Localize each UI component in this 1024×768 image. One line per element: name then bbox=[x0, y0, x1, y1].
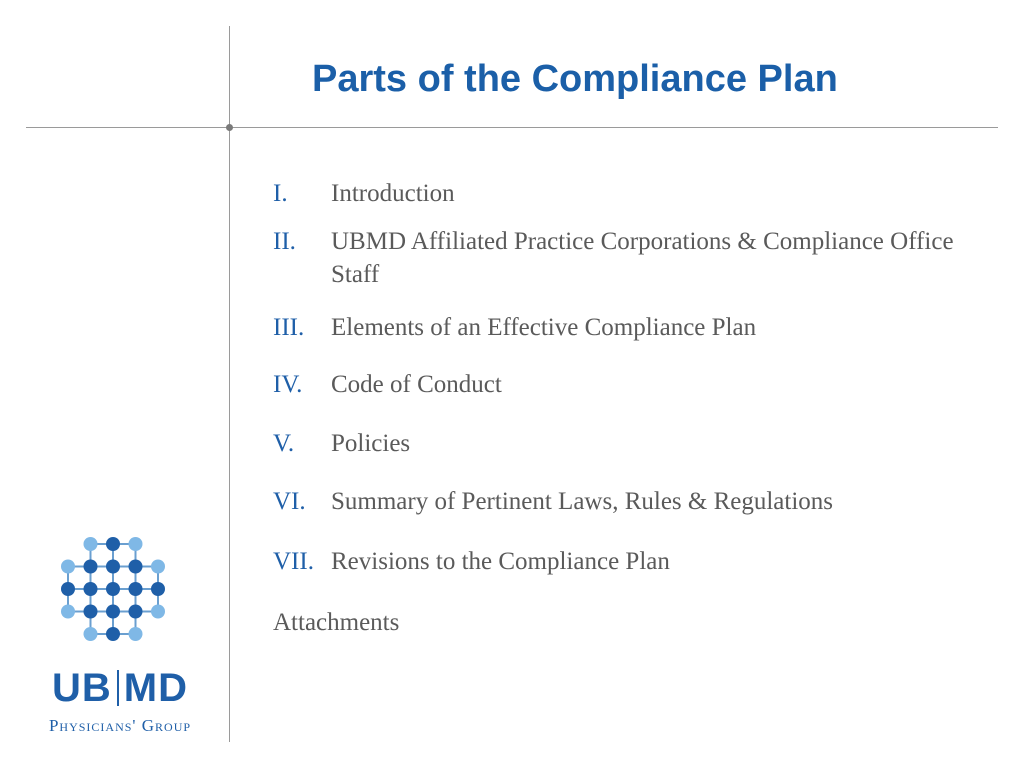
logo-wordmark bbox=[40, 666, 200, 710]
slide-title: Parts of the Compliance Plan bbox=[312, 58, 838, 100]
list-item-text: UBMD Affiliated Practice Corporations & Compliance Office Staff bbox=[331, 228, 954, 288]
logo-grid-dot bbox=[61, 605, 75, 619]
list-item-numeral: VII. bbox=[273, 548, 314, 575]
logo-grid-dot bbox=[84, 627, 98, 641]
dot-grid-logo-icon bbox=[30, 530, 210, 660]
list-item-numeral: II. bbox=[273, 228, 296, 255]
logo-grid-dot bbox=[106, 627, 120, 641]
logo-grid-dot bbox=[106, 560, 120, 574]
list-item-laws-summary bbox=[273, 485, 973, 518]
list-item-elements bbox=[273, 311, 973, 344]
horizontal-divider bbox=[26, 127, 998, 128]
logo-grid-dot bbox=[61, 560, 75, 574]
list-item-text: Policies bbox=[331, 430, 411, 457]
list-item-numeral: VI. bbox=[273, 488, 306, 515]
attachments-label: Attachments bbox=[273, 609, 400, 636]
logo-grid-dot bbox=[84, 582, 98, 596]
logo-grid-dot bbox=[84, 605, 98, 619]
list-item-text: Summary of Pertinent Laws, Rules & Regulations bbox=[331, 488, 834, 515]
logo-grid-dot bbox=[106, 605, 120, 619]
logo-grid-dot bbox=[84, 537, 98, 551]
logo-grid-dot bbox=[151, 582, 165, 596]
list-item-numeral: V. bbox=[273, 430, 295, 457]
logo-grid-dot bbox=[129, 582, 143, 596]
list-item-text: Elements of an Effective Compliance Plan bbox=[331, 314, 757, 341]
list-item-numeral: I. bbox=[273, 180, 288, 207]
list-item-text: Revisions to the Compliance Plan bbox=[331, 548, 670, 575]
logo-grid-dot bbox=[129, 605, 143, 619]
list-item-numeral: III. bbox=[273, 314, 305, 341]
vertical-divider bbox=[229, 26, 230, 742]
logo-grid-dot bbox=[151, 605, 165, 619]
logo-grid-dot bbox=[84, 560, 98, 574]
logo-grid-dot bbox=[151, 560, 165, 574]
logo-grid-dot bbox=[129, 627, 143, 641]
logo-word-divider bbox=[117, 670, 119, 706]
logo-word-right: MD bbox=[123, 666, 188, 710]
logo-word-left: UB bbox=[52, 666, 112, 710]
ubmd-logo bbox=[30, 530, 210, 740]
list-item-introduction bbox=[273, 177, 973, 210]
list-item-text: Introduction bbox=[331, 180, 455, 207]
list-item-text: Code of Conduct bbox=[331, 371, 502, 398]
list-item-revisions bbox=[273, 545, 973, 578]
list-item-policies bbox=[273, 427, 973, 460]
logo-grid-dot bbox=[129, 560, 143, 574]
logo-tagline: Physicians' Group bbox=[48, 716, 192, 735]
logo-grid-dot bbox=[129, 537, 143, 551]
divider-junction-dot bbox=[226, 124, 233, 131]
logo-grid-dot bbox=[61, 582, 75, 596]
logo-grid-dot bbox=[106, 582, 120, 596]
list-item-code-of-conduct bbox=[273, 368, 973, 401]
list-item-numeral: IV. bbox=[273, 371, 303, 398]
list-item-practice-corporations bbox=[273, 225, 973, 291]
logo-grid-dot bbox=[106, 537, 120, 551]
